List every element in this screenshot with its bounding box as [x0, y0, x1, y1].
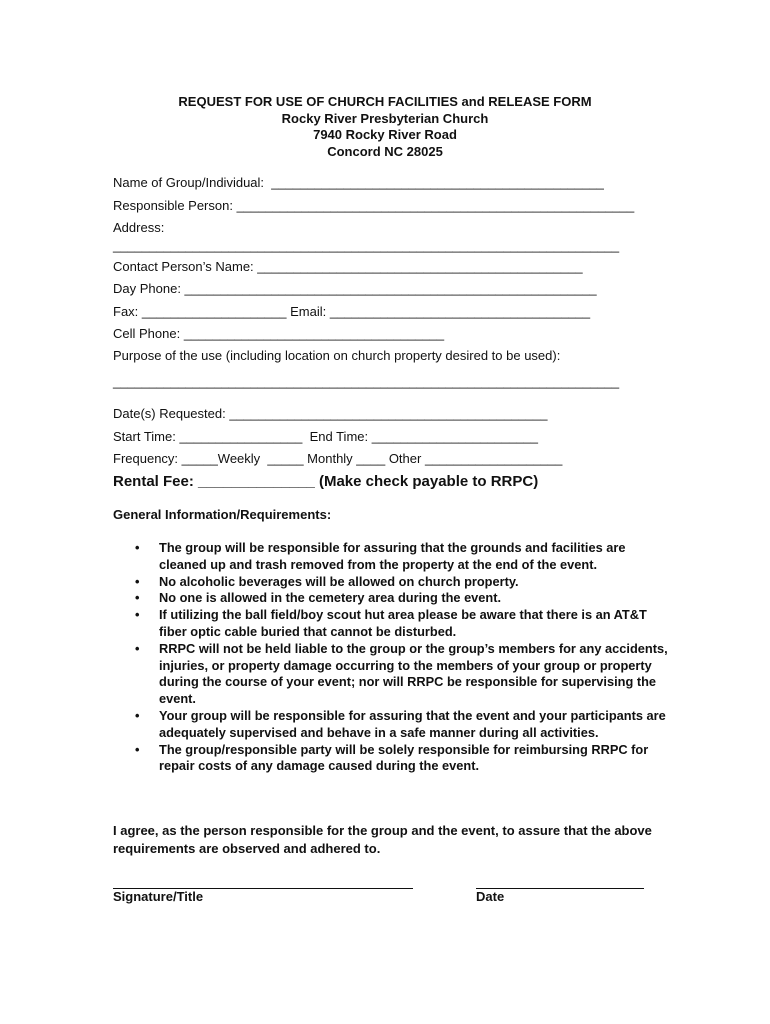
- contact-name-field[interactable]: Contact Person’s Name: _____________________________________________: [113, 259, 583, 274]
- signature-label: Signature/Title: [113, 889, 204, 904]
- purpose-field[interactable]: ______________________________________________________________________: [113, 374, 620, 389]
- requirement-item: • Your group will be responsible for assuring that the event and your participants are adequately supervised and behave in a safe manner during all activities.: [159, 708, 673, 742]
- requirement-item: • If utilizing the ball field/boy scout hut area please be aware that there is an AT&T fiber optic cable buried that cannot be disturbed.: [159, 607, 673, 641]
- group-name-field[interactable]: Name of Group/Individual: ______________________________________________: [113, 175, 604, 190]
- responsible-person-field[interactable]: Responsible Person: _______________________________________________________: [113, 198, 635, 213]
- church-name: Rocky River Presbyterian Church: [281, 110, 489, 126]
- cell-phone-field[interactable]: Cell Phone: ____________________________________: [113, 326, 445, 341]
- requirement-item: • The group will be responsible for assuring that the grounds and facilities are cleaned up and trash removed from the property at the end of the event.: [159, 540, 673, 574]
- requirement-item: • The group/responsible party will be solely responsible for reimbursing RRPC for repair costs of any damage caused during the event.: [159, 742, 673, 776]
- church-street: 7940 Rocky River Road: [313, 127, 457, 142]
- requirements-title: General Information/Requirements:: [113, 507, 332, 522]
- form-title: REQUEST FOR USE OF CHURCH FACILITIES and RELEASE FORM: [178, 94, 592, 109]
- agreement-statement: I agree, as the person responsible for the group and the event, to assure that the above requirements are observed and adhered to.: [113, 823, 652, 856]
- date-label: Date: [476, 889, 505, 904]
- frequency-field[interactable]: Frequency: _____Weekly _____ Monthly ____ Other ___________________: [113, 451, 563, 466]
- fax-email-field[interactable]: Fax: ____________________ Email: ____________________________________: [113, 304, 591, 319]
- requirement-item: • RRPC will not be held liable to the group or the group’s members for any accidents, injuries, or property damage occurring to the members of your group or property during the course of your event; nor will RRPC be responsible for supervising the event.: [159, 641, 673, 708]
- requirement-item: • No alcoholic beverages will be allowed on church property.: [159, 574, 673, 591]
- requirements-list: [113, 540, 673, 775]
- address-label: Address:: [113, 220, 165, 235]
- dates-requested-field[interactable]: Date(s) Requested: ____________________________________________: [113, 406, 548, 421]
- form-header: [0, 94, 770, 160]
- start-end-time-field[interactable]: Start Time: _________________ End Time: _______________________: [113, 429, 539, 444]
- requirement-item: • No one is allowed in the cemetery area during the event.: [159, 590, 673, 607]
- rental-fee-field[interactable]: Rental Fee: ______________ (Make check payable to RRPC): [113, 473, 539, 490]
- day-phone-field[interactable]: Day Phone: _________________________________________________________: [113, 281, 597, 296]
- church-city: Concord NC 28025: [327, 143, 443, 159]
- address-field[interactable]: ______________________________________________________________________: [113, 238, 620, 253]
- purpose-label: Purpose of the use (including location on church property desired to be used):: [113, 348, 561, 363]
